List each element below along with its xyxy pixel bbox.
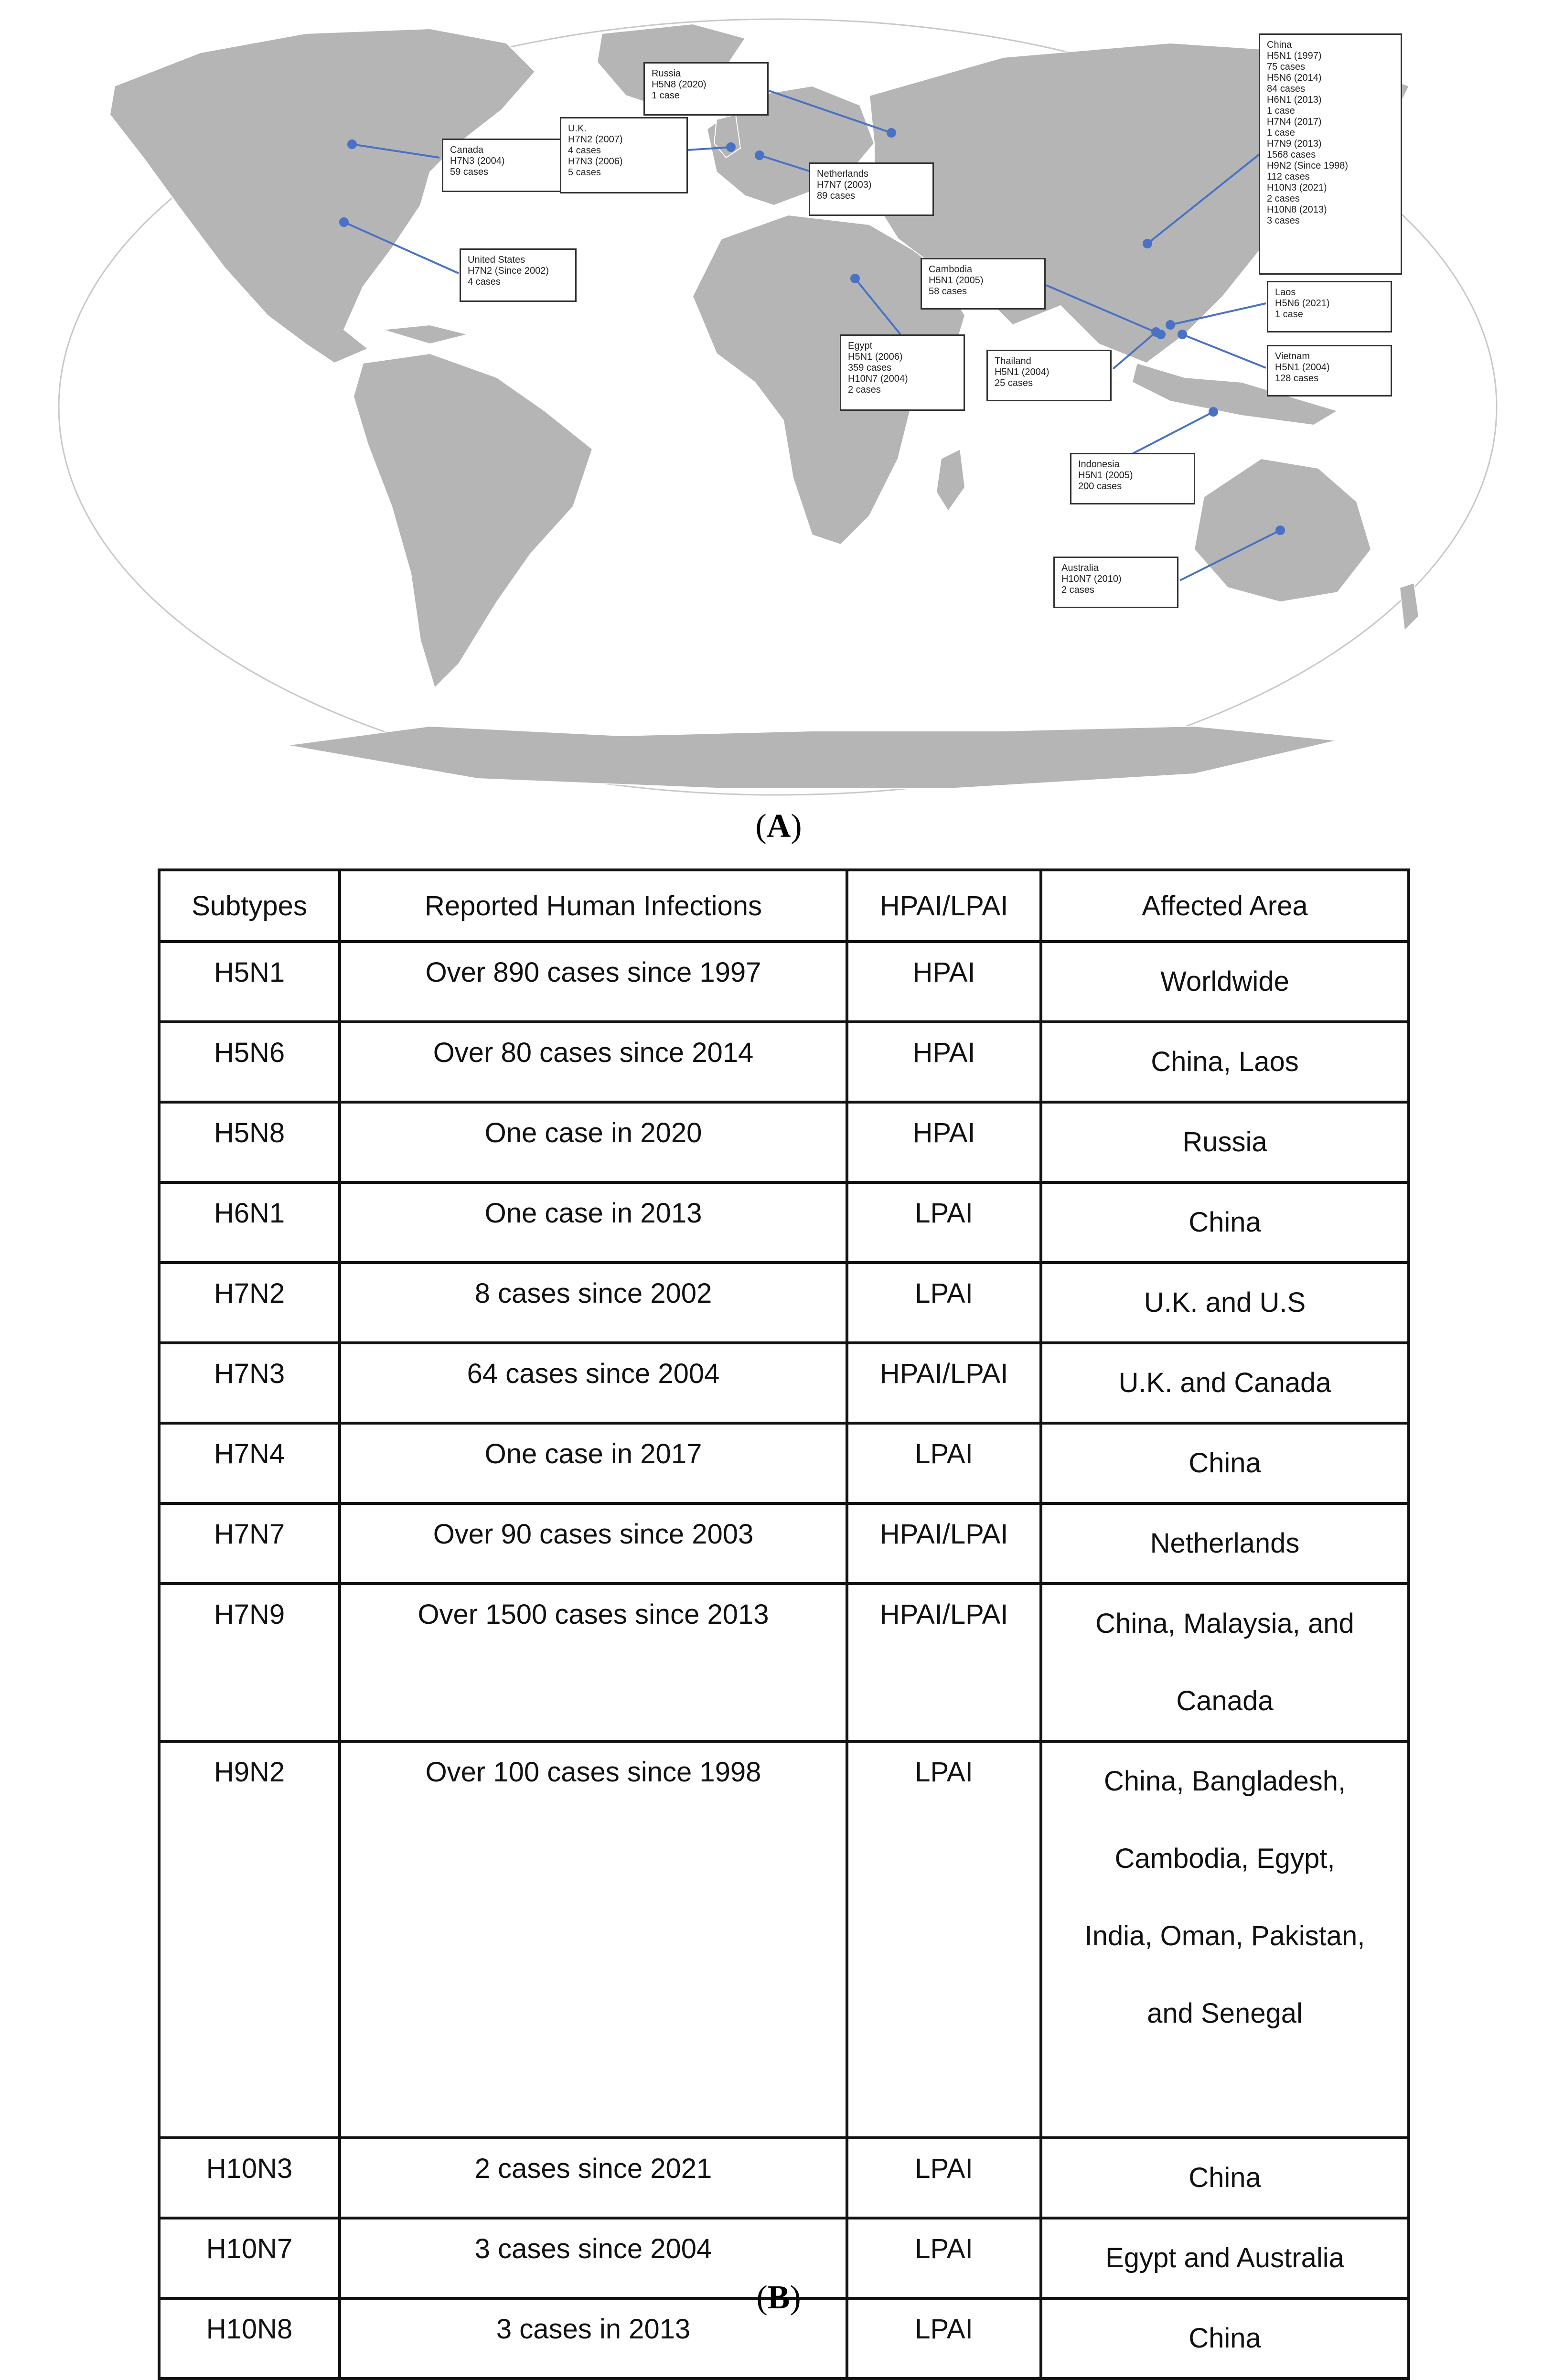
callout-line: 112 cases <box>1267 172 1310 182</box>
table-row <box>159 1741 1409 2138</box>
callout-laos <box>1267 281 1392 332</box>
marker-laos <box>1167 321 1174 329</box>
callout-line: H10N7 (2004) <box>848 374 908 384</box>
antarctica-landmass <box>287 726 1338 788</box>
callout-line: H7N3 (2006) <box>568 156 623 167</box>
callout-netherlands <box>809 162 934 216</box>
infections-cell: Over 100 cases since 1998 <box>340 1741 847 2138</box>
infections-cell: 64 cases since 2004 <box>340 1343 847 1423</box>
callout-line: H10N8 (2013) <box>1267 204 1327 215</box>
table-row <box>159 1423 1409 1503</box>
callout-line: 2 cases <box>1267 193 1300 204</box>
marker-netherlands <box>756 151 763 159</box>
affected-area-cell <box>1041 942 1409 1022</box>
callout-australia <box>1053 557 1178 608</box>
callout-line: H7N2 (Since 2002) <box>468 266 549 276</box>
affected-area-line: U.K. and U.S <box>1144 1287 1306 1318</box>
callout-line: United States <box>468 255 525 265</box>
callout-vietnam <box>1267 345 1392 397</box>
callout-line: 200 cases <box>1078 481 1122 492</box>
callout-line: H5N6 (2014) <box>1267 73 1322 83</box>
callout-line: H10N7 (2010) <box>1061 574 1122 584</box>
callout-line: Russia <box>652 68 681 79</box>
subtype-cell: H5N1 <box>159 942 340 1022</box>
callout-china <box>1259 33 1402 275</box>
marker-united-states <box>340 218 348 226</box>
callout-line: Canada <box>450 145 484 155</box>
callout-line: 1568 cases <box>1267 150 1316 160</box>
table-row <box>159 1263 1409 1343</box>
affected-area-line: Cambodia, Egypt, <box>1114 1843 1335 1874</box>
callout-line: 359 cases <box>848 363 892 373</box>
table-row <box>159 2138 1409 2218</box>
callout-line: 1 case <box>652 90 680 101</box>
header-reported-infections: Reported Human Infections <box>340 870 847 942</box>
callout-line: 4 cases <box>568 145 601 156</box>
callout-line: Egypt <box>848 341 873 351</box>
classification-cell: HPAI/LPAI <box>847 1503 1041 1584</box>
affected-area-line: China, Bangladesh, <box>1103 1766 1346 1797</box>
callout-line: H5N1 (2004) <box>1275 362 1330 373</box>
marker-thailand <box>1152 328 1160 336</box>
affected-area-cell <box>1041 1022 1409 1102</box>
callout-line: China <box>1267 40 1292 50</box>
affected-area-line: and Senegal <box>1147 1998 1303 2029</box>
classification-cell: HPAI <box>847 1102 1041 1182</box>
callout-line: H5N1 (2005) <box>929 275 984 286</box>
callout-cambodia <box>921 258 1046 310</box>
table-row <box>159 1343 1409 1423</box>
affected-area-line: U.K. and Canada <box>1118 1367 1331 1398</box>
callout-line: H7N4 (2017) <box>1267 117 1322 127</box>
infections-cell: One case in 2017 <box>340 1423 847 1503</box>
callout-line: H7N7 (2003) <box>817 180 872 190</box>
affected-area-line: India, Oman, Pakistan, <box>1084 1920 1365 1951</box>
classification-cell: LPAI <box>847 2138 1041 2218</box>
callout-indonesia <box>1070 453 1195 504</box>
callout-line: 1 case <box>1267 106 1295 116</box>
infections-cell: 2 cases since 2021 <box>340 2138 847 2218</box>
panel-a-label: (A) <box>755 808 802 845</box>
affected-area-line: Egypt and Australia <box>1105 2242 1344 2273</box>
world-map-panel <box>0 0 1553 812</box>
subtype-cell: H10N3 <box>159 2138 340 2218</box>
callout-line: Laos <box>1275 287 1296 298</box>
affected-area-line: Canada <box>1176 1685 1274 1716</box>
affected-area-cell <box>1041 2298 1409 2379</box>
callout-line: 4 cases <box>468 277 501 287</box>
marker-china <box>1144 240 1151 247</box>
affected-area-line: China <box>1189 1207 1261 1238</box>
header-subtypes: Subtypes <box>159 870 340 942</box>
subtype-cell: H10N7 <box>159 2218 340 2298</box>
infections-cell: 3 cases in 2013 <box>340 2298 847 2379</box>
callout-line: Cambodia <box>929 264 973 275</box>
callout-line: H7N9 (2013) <box>1267 139 1322 149</box>
marker-uk <box>727 143 735 151</box>
callout-line: H5N1 (1997) <box>1267 51 1322 61</box>
infections-cell: One case in 2013 <box>340 1182 847 1263</box>
classification-cell: LPAI <box>847 1741 1041 2138</box>
header-affected-area: Affected Area <box>1041 870 1409 942</box>
callout-canada <box>442 139 561 192</box>
panel-b-label: (B) <box>756 2279 801 2316</box>
infections-cell: 8 cases since 2002 <box>340 1263 847 1343</box>
callout-line: H7N3 (2004) <box>450 156 505 166</box>
callout-line: Indonesia <box>1078 459 1120 470</box>
header-hpai-lpai: HPAI/LPAI <box>847 870 1041 942</box>
subtype-cell: H7N7 <box>159 1503 340 1584</box>
callout-line: 75 cases <box>1267 62 1306 72</box>
callout-thailand <box>986 350 1112 401</box>
callout-line: H5N1 (2004) <box>995 367 1050 377</box>
callout-line: 58 cases <box>929 286 967 297</box>
callout-line: 2 cases <box>1061 585 1094 595</box>
subtype-cell: H5N6 <box>159 1022 340 1102</box>
affected-area-cell <box>1041 2138 1409 2218</box>
affected-area-line: Worldwide <box>1160 966 1289 997</box>
affected-area-line: China, Laos <box>1151 1046 1299 1077</box>
affected-area-line: Russia <box>1182 1126 1267 1158</box>
table-row <box>159 1182 1409 1263</box>
marker-russia <box>888 129 895 137</box>
marker-canada <box>348 140 356 148</box>
callout-line: 59 cases <box>450 167 489 177</box>
callout-line: H7N2 (2007) <box>568 134 623 145</box>
classification-cell: LPAI <box>847 2298 1041 2379</box>
affected-area-line: China <box>1189 2323 1261 2354</box>
affected-area-line: China <box>1189 2162 1261 2193</box>
callout-line: 1 case <box>1275 309 1303 320</box>
callout-united-states <box>460 248 577 302</box>
infections-cell: Over 90 cases since 2003 <box>340 1503 847 1584</box>
affected-area-cell <box>1041 1741 1409 2138</box>
callout-line: 84 cases <box>1267 84 1306 94</box>
callout-line: Thailand <box>995 356 1031 366</box>
marker-egypt <box>851 275 859 282</box>
callout-line: Netherlands <box>817 169 868 179</box>
classification-cell: HPAI <box>847 1022 1041 1102</box>
callout-line: H5N6 (2021) <box>1275 298 1330 309</box>
affected-area-cell <box>1041 1263 1409 1343</box>
subtype-cell: H5N8 <box>159 1102 340 1182</box>
infections-cell: Over 890 cases since 1997 <box>340 942 847 1022</box>
table-row <box>159 1102 1409 1182</box>
callout-line: H5N8 (2020) <box>652 79 707 90</box>
callout-line: 5 cases <box>568 167 601 178</box>
table-row <box>159 1584 1409 1741</box>
affected-area-cell <box>1041 1584 1409 1741</box>
infections-cell: Over 1500 cases since 2013 <box>340 1584 847 1741</box>
callout-line: H5N1 (2005) <box>1078 470 1133 481</box>
subtype-cell: H9N2 <box>159 1741 340 2138</box>
affected-area-line: China, Malaysia, and <box>1095 1608 1354 1639</box>
callout-line: 1 case <box>1267 128 1295 138</box>
subtype-cell: H7N9 <box>159 1584 340 1741</box>
affected-area-cell <box>1041 1343 1409 1423</box>
classification-cell: LPAI <box>847 1423 1041 1503</box>
affected-area-cell <box>1041 1182 1409 1263</box>
callout-line: Vietnam <box>1275 351 1310 362</box>
subtype-table <box>158 868 1410 2380</box>
callout-russia <box>643 62 769 116</box>
table-row <box>159 1503 1409 1584</box>
new-zealand-landmass <box>1400 583 1419 631</box>
classification-cell: LPAI <box>847 1182 1041 1263</box>
affected-area-cell <box>1041 1503 1409 1584</box>
callout-line: 25 cases <box>995 378 1033 388</box>
affected-area-cell <box>1041 1102 1409 1182</box>
classification-cell: LPAI <box>847 2218 1041 2298</box>
callout-line: U.K. <box>568 123 587 134</box>
subtype-cell: H6N1 <box>159 1182 340 1263</box>
callout-line: H5N1 (2006) <box>848 352 903 362</box>
affected-area-cell <box>1041 2218 1409 2298</box>
classification-cell: LPAI <box>847 1263 1041 1343</box>
callout-uk <box>560 117 688 193</box>
callout-egypt <box>840 334 965 411</box>
affected-area-cell <box>1041 1423 1409 1503</box>
classification-cell: HPAI/LPAI <box>847 1343 1041 1423</box>
marker-indonesia <box>1210 408 1217 416</box>
callout-line: H9N2 (Since 1998) <box>1267 161 1349 171</box>
classification-cell: HPAI/LPAI <box>847 1584 1041 1741</box>
infections-cell: Over 80 cases since 2014 <box>340 1022 847 1102</box>
infections-cell: One case in 2020 <box>340 1102 847 1182</box>
callout-line: 128 cases <box>1275 373 1319 384</box>
callout-line: 89 cases <box>817 191 856 201</box>
subtype-table-wrapper <box>158 868 1410 2380</box>
callout-line: Australia <box>1061 563 1099 573</box>
affected-area-line: Netherlands <box>1150 1528 1300 1559</box>
callout-line: 2 cases <box>848 385 881 395</box>
infections-cell: 3 cases since 2004 <box>340 2218 847 2298</box>
callout-line: 3 cases <box>1267 215 1300 226</box>
table-header-row <box>159 870 1409 942</box>
subtype-cell: H10N8 <box>159 2298 340 2379</box>
table-body <box>159 942 1409 2379</box>
marker-australia <box>1276 526 1284 534</box>
callout-line: H6N1 (2013) <box>1267 95 1322 105</box>
subtype-cell: H7N2 <box>159 1263 340 1343</box>
callout-line: H10N3 (2021) <box>1267 182 1327 193</box>
table-row <box>159 942 1409 1022</box>
subtype-cell: H7N4 <box>159 1423 340 1503</box>
classification-cell: HPAI <box>847 942 1041 1022</box>
marker-vietnam <box>1178 331 1186 338</box>
affected-area-line: China <box>1189 1447 1261 1479</box>
subtype-cell: H7N3 <box>159 1343 340 1423</box>
table-row <box>159 1022 1409 1102</box>
